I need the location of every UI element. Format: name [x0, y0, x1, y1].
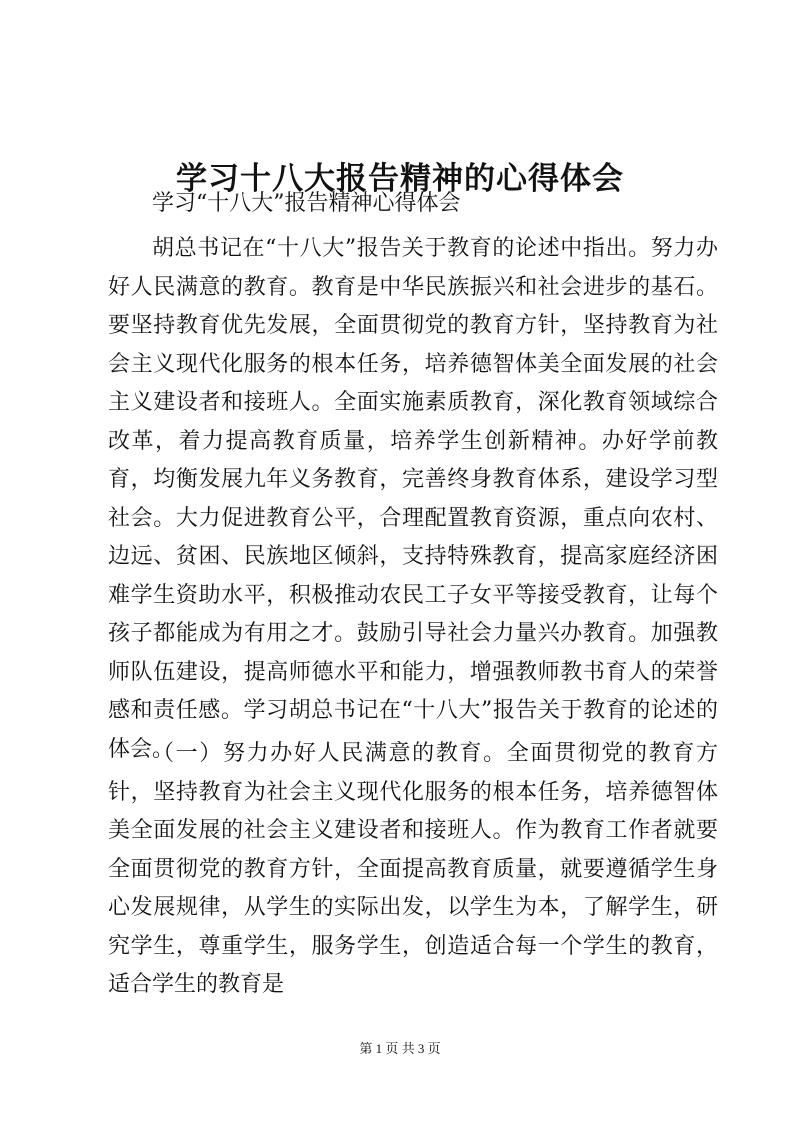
page-number-footer: 第 1 页 共 3 页	[359, 1041, 441, 1056]
body-paragraph-2: （一）努力办好人民满意的教育。全面贯彻党的教育方针，坚持教育为社会主义现代化服务的根本任务，培养德智体美全面发展的社会主义建设者和接班人。作为教育工作者就要全面贯彻党的教育方针，全面提高教育质量，就要遵循学生身心发展规律，从学生的实际出发，以学生为本，了解学生，研究学生，尊重学生，服务学生，创造适合每一个学生的教育，适合学生的教育是	[108, 741, 718, 997]
document-subtitle: 学习“十八大”报告精神心得体会	[152, 191, 461, 216]
document-title: 学习十八大报告精神的心得体会	[176, 160, 624, 197]
body-paragraph-1: 胡总书记在“十八大”报告关于教育的论述中指出。努力办好人民满意的教育。教育是中华民族振兴和社会进步的基石。要坚持教育优先发展，全面贯彻党的教育方针，坚持教育为社会主义现代化服务的根本任务，培养德智体美全面发展的社会主义建设者和接班人。全面实施素质教育，深化教育领域综合改革，着力提高教育质量，培养学生创新精神。办好学前教育，均衡发展九年义务教育，完善终身教育体系，建设学习型社会。大力促进教育公平，合理配置教育资源，重点向农村、边远、贫困、民族地区倾斜，支持特殊教育，提高家庭经济困难学生资助水平，积极推动农民工子女平等接受教育，让每个孩子都能成为有用之才。鼓励引导社会力量兴办教育。加强教师队伍建设，提高师德水平和能力，增强教师教书育人的荣誉感和责任感。学习胡总书记在“十八大”报告关于教育的论述的体会。	[108, 236, 718, 762]
